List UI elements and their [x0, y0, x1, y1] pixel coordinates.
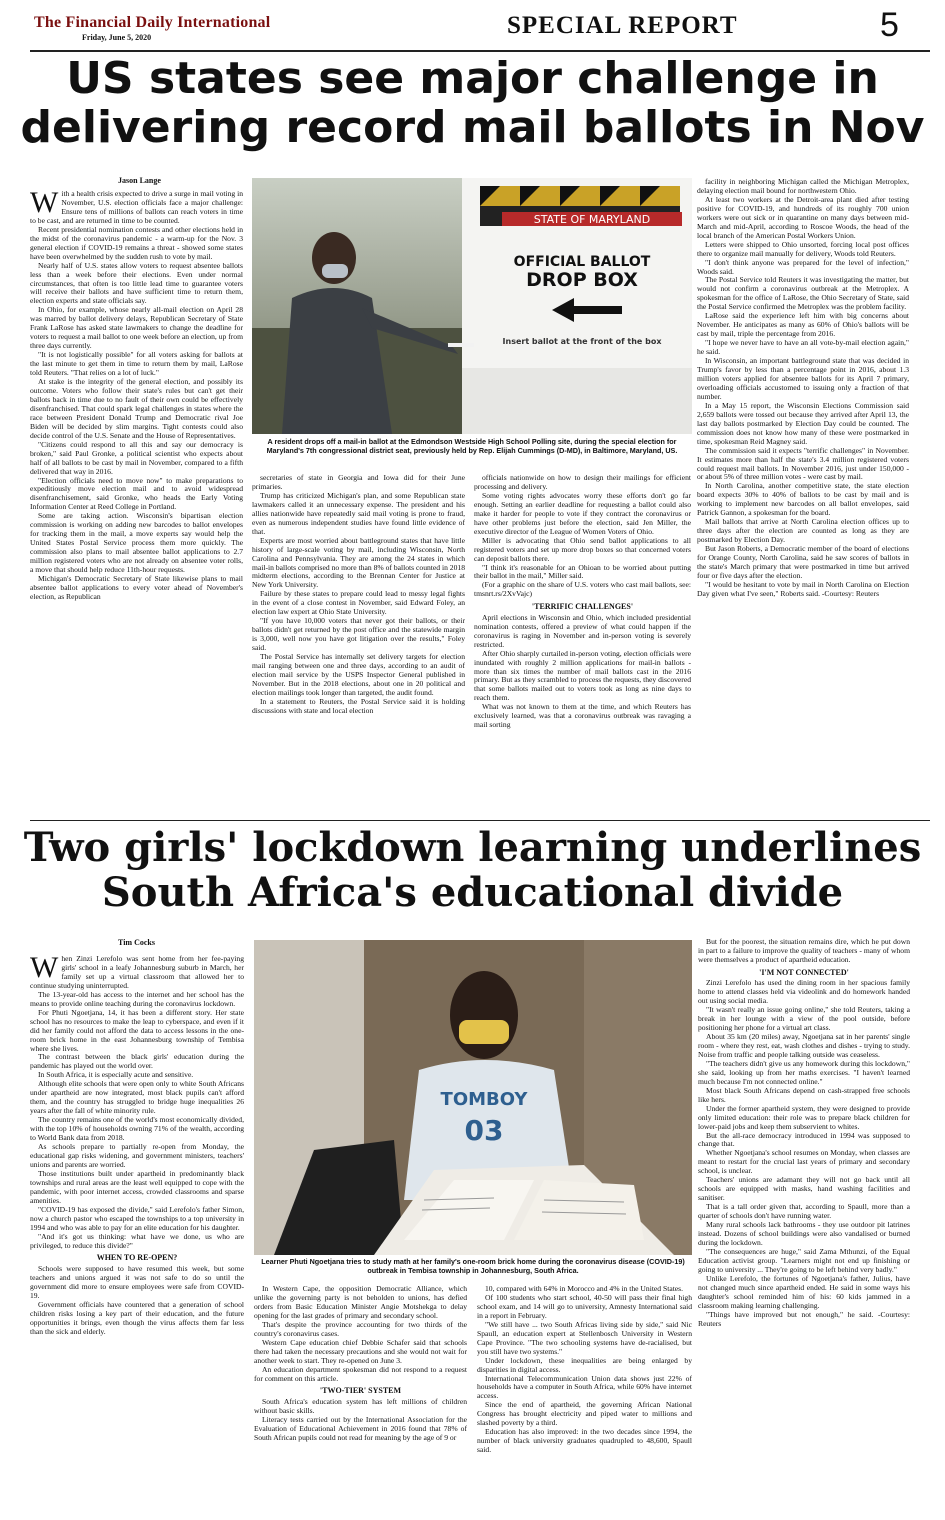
story1-column-4	[697, 178, 909, 816]
paragraph: The Postal Service told Reuters it was investigating the matter, but would not confirm a coronavirus outbreak at the Metroplex. A spokesman for the office of LaRose, the Ohio Secretary of State, said the Postal Service confirmed the Metroplex was the problem facility.	[697, 275, 909, 312]
paragraph: Many rural schools lack bathrooms - they use outdoor pit latrines instead. Dozens of school buildings were also vandalised or burned during the lockdown.	[698, 1220, 910, 1247]
story2-column-2	[254, 1285, 467, 1515]
paragraph: "And it's got us thinking: what have we done, us who are privileged, to reduce this divide?"	[30, 1231, 244, 1250]
paragraph: Teachers' unions are adamant they will not go back until all schools are equipped with masks, hand washing facilities and sanitiser.	[698, 1175, 910, 1203]
paragraph: In North Carolina, another competitive state, the state election board expects 30% to 40% of ballots to be cast by mail and is working to implement new barcodes on all ballot envelopes, said Patrick Gannon, a spokesman for the board.	[697, 481, 909, 518]
paragraph: "It is not logistically possible" for all voters asking for ballots at the last minute to get them in time to return them by mail, LaRose told Reuters. "That relies on a lot of luck."	[30, 350, 243, 378]
paragraph: "I would be hesitant to vote by mail in North Carolina on Election Day given what I've seen," Roberts said. -Courtesy: Reuters	[697, 579, 909, 598]
paragraph: International Telecommunication Union data shows just 22% of households have a computer in South Africa, while 60% have internet access.	[477, 1373, 692, 1401]
drop-cap: W	[30, 955, 59, 984]
story1-column-1	[30, 190, 243, 816]
paragraph: Literacy tests carried out by the International Association for the Evaluation of Educational Achievement in 2016 found that 78% of South African pupils could not read for meaning by the age of 9 or	[254, 1414, 467, 1442]
paragraph: Whether Ngoetjana's school resumes on Monday, when classes are meant to restart for the crucial last years of primary and secondary school, is unclear.	[698, 1148, 910, 1176]
paragraph: In a statement to Reuters, the Postal Service said it is holding discussions with state and local election	[252, 696, 465, 715]
paragraph: Some voting rights advocates worry these efforts don't go far enough. Setting an earlier deadline for requesting a ballot could also make it harder for people to vote if they contract the coronavirus or have other problems just before the election, said Jen Miller, the executive director of the League of Women Voters of Ohio.	[474, 490, 691, 536]
paragraph: Michigan's Democratic Secretary of State likewise plans to mail absentee ballot applications to every voter ahead of November's election, as Republican	[30, 573, 243, 601]
paragraph: Those institutions built under apartheid in predominantly black townships and rural areas are the least well equipped to cope with the pandemic, with poor internet access, crowded classrooms and sparse amenities.	[30, 1168, 244, 1205]
paragraph: But Jason Roberts, a Democratic member of the board of elections for Orange County, North Carolina, said he saw scores of ballots in the state's March primary that were postmarked in time but arrived four or five days after the election.	[697, 544, 909, 580]
paragraph: For Phuti Ngoetjana, 14, it has been a different story. Her state school has no resources to make the leap to cyberspace, and even if it did her family could not afford the data to access lessons in the one-room brick home in the east Johannesburg township of Tembisa where she lives.	[30, 1007, 244, 1053]
paragraph: "I don't think anyone was prepared for the level of infection," Woods said.	[697, 257, 909, 276]
page-number: 5	[880, 6, 899, 44]
story1-headline-line2: delivering record mail ballots in Nov	[20, 102, 925, 154]
story2-headline	[20, 826, 925, 916]
paragraph: The Postal Service has internally set delivery targets for election mail ranging between one and three days, according to an audit of election mail service by the USPS Inspector General published in November. But in the 2018 elections, about one in 20 political and election mailings took longer than targeted, the audit found.	[252, 652, 465, 697]
paragraph: In Western Cape, the opposition Democratic Alliance, which unlike the governing party is not beholden to unions, has defied orders from Basic Education Minister Angie Motshekga to delay opening for the last grades of primary and secondary school.	[254, 1285, 467, 1320]
paragraph: "Things have improved but not enough," he said. -Courtesy: Reuters	[698, 1309, 910, 1328]
paragraph: The 13-year-old has access to the internet and her school has the means to provide online teaching during the coronavirus lockdown.	[30, 989, 244, 1008]
paragraph: With a health crisis expected to drive a surge in mail voting in November, U.S. election officials face a major challenge: Ensure tens of millions of ballots can reach voters in time to be cast, and are returned in time to be counted.	[30, 190, 243, 225]
story2-headline-line1: Two girls' lockdown learning underlines	[23, 824, 922, 871]
paragraph: (For a graphic on the share of U.S. voters who cast mail ballots, see: tmsnrt.rs/2XvVajc)	[474, 580, 691, 599]
story1-byline: Jason Lange	[118, 176, 161, 185]
story1-column-3	[474, 474, 691, 816]
paragraph: What was not known to them at the time, and which Reuters has exclusively learned, was that a coronavirus outbreak was ravaging a mail sorting	[474, 702, 691, 730]
paragraph: In South Africa, it is especially acute and sensitive.	[38, 1070, 194, 1080]
paragraph: Since the end of apartheid, the governing African National Congress has brought electricity and piped water to millions and slashed poverty by a third.	[477, 1400, 692, 1428]
paragraph: Most black South Africans depend on cash-strapped free schools like hers.	[698, 1085, 910, 1104]
story1-headline-line1: US states see major challenge in	[66, 53, 879, 104]
paragraph: Nearly half of U.S. states allow voters to request absentee ballots less than a week before their elections. Even under normal circumstances, that often is too little lead time to guarantee voters will receive their ballots and have sufficient time to return them, election experts and state officials say.	[30, 260, 243, 306]
story2-photo-caption: Learner Phuti Ngoetjana tries to study math at her family's one-room brick home during the coronavirus disease (COVID-19) outbreak in Tembisa township in Johannesburg, South Africa.	[261, 1257, 685, 1275]
paragraph: South Africa's education system has left millions of children without basic skills.	[254, 1396, 467, 1415]
paragraph: Government officials have countered that a generation of school children risks losing a key part of their education, and the future opportunities it brings, even though the virus affects them far less than the sick and elderly.	[30, 1299, 244, 1336]
paragraph: In a May 15 report, the Wisconsin Elections Commission said 2,659 ballots were tossed out because they arrived after April 13, the last day ballots postmarked by Election Day could be counted. The commission does not know how many of these were postmarked in time, spokesman Reid Magney said.	[697, 400, 909, 446]
drop-cap: W	[30, 190, 59, 219]
story2-headline-line2: South Africa's educational divide	[101, 868, 844, 916]
paragraph: 10, compared with 64% in Morocco and 4% in the United States.	[485, 1285, 684, 1293]
story2-photo	[254, 940, 692, 1255]
paragraph: LaRose said the experience left him with big concerns about November. He anticipates as many as 60% of Ohio's ballots will be cast by mail, triple the percentage from 2016.	[697, 311, 909, 339]
paragraph: April elections in Wisconsin and Ohio, which included presidential nomination contests, offered a preview of what could happen if the coronavirus is raging in November and in-person voting is severely restricted.	[474, 612, 691, 649]
paragraph: Letters were shipped to Ohio unsorted, forcing local post offices there to organize mail manually for delivery, Woods told Reuters.	[697, 239, 909, 258]
story1-photo-caption: A resident drops off a mail-in ballot at the Edmondson Westside High School Polling site, during the special election for Maryland's 7th congressional district seat, previously held by Rep. Elijah Cummings (D-MD), in Baltimore, Maryland, US.	[266, 437, 678, 455]
story2-column-4	[698, 938, 910, 1515]
paragraph: In Ohio, for example, whose nearly all-mail election on April 28 was marred by ballot delivery delays, Republican Secretary of State Frank LaRose has asked state lawmakers to change the deadline for voters to request a mail ballot to one week before an election, up from three days currently.	[30, 305, 243, 351]
issue-date: Friday, June 5, 2020	[82, 33, 152, 42]
paragraph: Under lockdown, these inequalities are being enlarged by disparities in digital access.	[477, 1355, 692, 1374]
paragraph: The contrast between the black girls' education during the pandemic has played out the world over.	[30, 1052, 244, 1071]
story1-column-2	[252, 474, 465, 816]
paragraph: Schools were supposed to have resumed this week, but some teachers and unions argued it was not safe to do so until the government did more to ensure employees were safe from COVID-19.	[30, 1263, 244, 1300]
paragraph: Western Cape education chief Debbie Schafer said that schools there had taken the necessary precautions and she would not wait for another week to start. They re-opened on June 3.	[254, 1337, 467, 1365]
paragraph: Experts are most worried about battleground states that have little history of large-scale voting by mail, including Wisconsin, North Carolina and Pennsylvania. They are among the 24 states in which mail-in ballots comprised no more than 8% of ballots counted in 2018 midterm elections, according to the Brennan Center for Justice at New York University.	[252, 535, 465, 590]
paragraph: "The consequences are huge," said Zama Mthunzi, of the Equal Education activist group. "Learners might not end up finishing or going to university ... They're going to be left behind very badly."	[698, 1246, 910, 1274]
paragraph: Education has also improved: in the two decades since 1994, the number of black university graduates quadrupled to 48,600, Spaull said.	[477, 1427, 692, 1455]
section-subhead: 'TWO-TIER' SYSTEM	[319, 1386, 402, 1396]
paragraph: Trump has criticized Michigan's plan, and some Republican state lawmakers called it an unnecessary expense. The president and his allies nationwide have repeatedly said mail voting is prone to fraud, even as numerous independent studies have found little evidence of that.	[252, 490, 465, 536]
paragraph: That is a tall order given that, according to Spaull, more than a quarter of schools don't have running water.	[698, 1202, 910, 1221]
paragraph: "If you have 10,000 voters that never got their ballots, or their ballots didn't get returned by the post office and the statewide margin is 3,000, well now you have got litigation over the results," Foley said.	[252, 616, 465, 653]
paragraph: facility in neighboring Michigan called the Michigan Metroplex, delaying election mail bound for northwestern Ohio.	[697, 178, 909, 195]
paragraph: "The teachers didn't give us any homework during this lockdown," she said, looking up from her maths exercises. "I haven't learned much because I'm not connected online."	[698, 1058, 910, 1086]
paragraph: Some are taking action. Wisconsin's bipartisan election commission is working on adding new barcodes to ballot envelopes for tracking them in the mail, a move experts say would help the United States Postal Service process them more quickly. The commission also plans to mail absentee ballot applications to 2.7 million registered voters who are not already on absentee voter rolls, a move that should help reduce 11th-hour requests.	[30, 511, 243, 575]
paragraph: Mail ballots that arrive at North Carolina election offices up to three days after the election are counted as long as they are postmarked by Election Day.	[697, 517, 909, 545]
story1-headline	[20, 54, 925, 153]
newspaper-name: The Financial Daily International	[34, 14, 271, 31]
section-title: SPECIAL REPORT	[507, 12, 738, 39]
paragraph: "Citizens could respond to all this and say our democracy is broken," said Paul Gronke, a political scientist who expects about half of all ballots to be cast by mail in November, compared to a fifth delivered that way in 2016.	[30, 439, 243, 476]
story2-byline: Tim Cocks	[118, 938, 155, 947]
sign-instruction: Insert ballot at the front of the box	[502, 337, 662, 346]
sign-state-label: STATE OF MARYLAND	[533, 213, 651, 226]
paragraph: But the all-race democracy introduced in 1994 was supposed to change that.	[698, 1130, 910, 1149]
section-subhead: WHEN TO RE-OPEN?	[96, 1253, 178, 1263]
paragraph: Recent presidential nomination contests and other elections held in the midst of the coronavirus pandemic - a warm-up for the Nov. 3 general election if COVID-19 remains a threat - showed some states have been overwhelmed by the sudden rush to vote by mail.	[30, 224, 243, 261]
paragraph: "It wasn't really an issue going online," she told Reuters, taking a break in her lounge with a view of the pool outside, before positioning her phone for a virtual art class.	[698, 1005, 910, 1033]
paragraph: At stake is the integrity of the general election, and possibly its outcome. Voters who follow their state's rules but can't get their ballots back in time due to no fault of their own could be effectively disenfranchised. That could spark legal challenges in states where the race between President Donald Trump and Democratic rival Joe Biden will be decided by slim margins. Tight contests could also decide control of the U.S. Senate and the House of Representatives.	[30, 377, 243, 440]
story-separator	[30, 820, 930, 821]
paragraph: But for the poorest, the situation remains dire, which he put down in part to a failure to improve the quality of teachers - many of whom were themselves a product of apartheid education.	[698, 938, 910, 964]
paragraph: officials nationwide on how to design their mailings for efficient processing and delivery.	[474, 474, 691, 491]
paragraph: "I think it's reasonable for an Ohioan to be worried about putting their ballot in the mail," Miller said.	[474, 562, 691, 581]
section-subhead: 'TERRIFIC CHALLENGES'	[531, 602, 634, 612]
story2-column-1	[30, 955, 244, 1515]
sign-line2: DROP BOX	[526, 269, 638, 291]
student-studying-image	[254, 940, 692, 1255]
ballot-dropbox-image	[252, 178, 692, 434]
story1-photo	[252, 178, 692, 434]
paragraph: Under the former apartheid system, they were designed to provide only limited education: their role was to prepare black children for lower-paid jobs and keep them subservient to whites.	[698, 1103, 910, 1131]
paragraph: Miller is advocating that Ohio send ballot applications to all registered voters and set up more drop boxes so that concerned voters can deposit ballots there.	[474, 535, 691, 563]
paragraph: Zinzi Lerefolo has used the dining room in her spacious family home to attend classes held via videolink and do homework handed out using social media.	[698, 978, 910, 1006]
paragraph: About 35 km (20 miles) away, Ngoetjana sat in her parents' single room - where they rest, eat, wash clothes and dishes - trying to study. Noise from traffic and people talking outside was ceaseless.	[698, 1032, 910, 1059]
paragraph: "We still have ... two South Africas living side by side," said Nic Spaull, an education expert at Stellenbosch University in Western Cape Province. "The two schooling systems have de-racialised, but you still have two systems."	[477, 1319, 692, 1356]
paragraph: "I hope we never have to have an all vote-by-mail election again," he said.	[697, 338, 909, 357]
paragraph: secretaries of state in Georgia and Iowa did for their June primaries.	[252, 474, 465, 491]
paragraph: Of 100 students who start school, 40-50 will pass their final high school exam, and 14 will go to university, Amnesty International said in a report in February.	[477, 1292, 692, 1320]
paragraph: "COVID-19 has exposed the divide," said Lerefolo's father Simon, now a church pastor who escaped the townships to a top university in 1994 and who was able to pay for an elite education for his daughter.	[30, 1204, 244, 1232]
shirt-number: 03	[464, 1114, 504, 1147]
section-subhead: 'I'M NOT CONNECTED'	[759, 967, 849, 977]
paragraph: An education department spokesman did not respond to a request for comment on this article.	[254, 1364, 467, 1383]
story2-column-3	[477, 1285, 692, 1515]
paragraph: Failure by these states to prepare could lead to messy legal fights in the event of a close contest in November, said Edward Foley, an election law expert at Ohio State University.	[252, 589, 465, 617]
paragraph: As schools prepare to partially re-open from Monday, the educational gap risks widening, and government ministers, teachers' unions and parents are worried.	[30, 1142, 244, 1169]
paragraph: After Ohio sharply curtailed in-person voting, election officials were inundated with roughly 2 million applications for mail-in ballots - more than six times the number of mail ballots cast in the 2016 primary. But as they scrambled to process the requests, they discovered that some ballots mailed out to voters took as long as nine days to reach them.	[474, 648, 691, 703]
paragraph: The commission said it expects "terrific challenges" in November. It estimates more than half the state's 3.4 million registered voters could request mail ballots. In November 2016, just under 150,000 - or about 5% of three million votes - were cast by mail.	[697, 445, 909, 482]
paragraph: At least two workers at the Detroit-area plant died after testing positive for COVID-19, and hundreds of its roughly 700 union workers were out sick or in quarantine on many days between mid-March and mid-April, according to Roscoe Woods, the head of the local branch of the American Postal Workers Union.	[697, 194, 909, 240]
paragraph: When Zinzi Lerefolo was sent home from her fee-paying girls' school in a leafy Johannesburg suburb in March, her family set up a virtual classroom that allowed her to continue studying uninterrupted.	[30, 955, 244, 990]
header-rule	[30, 50, 930, 52]
paragraph: "Election officials need to move now" to make preparations to expeditiously move election mail and to avoid widespread disenfranchisement, said Gronke, who heads the Early Voting Information Center at Reed College in Portland.	[30, 475, 243, 512]
paragraph: The country remains one of the world's most economically divided, with the top 10% of households owning 71% of the wealth, according to World Bank data from 2018.	[30, 1115, 244, 1143]
paragraph: That's despite the province accounting for two thirds of the country's coronavirus cases.	[254, 1319, 467, 1338]
paragraph: Unlike Lerefolo, the fortunes of Ngoetjana's father, Julius, have not changed much since apartheid ended. He said in some ways his daughter's school reminded him of his: 60 kids jammed in a classroom making learning challenging.	[698, 1273, 910, 1310]
paragraph: Although elite schools that were open only to white South Africans under apartheid are now integrated, most black pupils can't afford them, and the country has struggled to bridge huge inequalities 26 years after the fall of white minority rule.	[30, 1079, 244, 1116]
shirt-text: TOMBOY	[440, 1089, 528, 1110]
sign-line1: OFFICIAL BALLOT	[513, 254, 651, 270]
paragraph: In Wisconsin, an important battleground state that was decided in Trump's favor by less than a percentage point in 2016, about 1.3 million voters applied for absentee ballots for its April 7 primary, overloading officials accustomed to issuing only a fraction of that number.	[697, 356, 909, 401]
